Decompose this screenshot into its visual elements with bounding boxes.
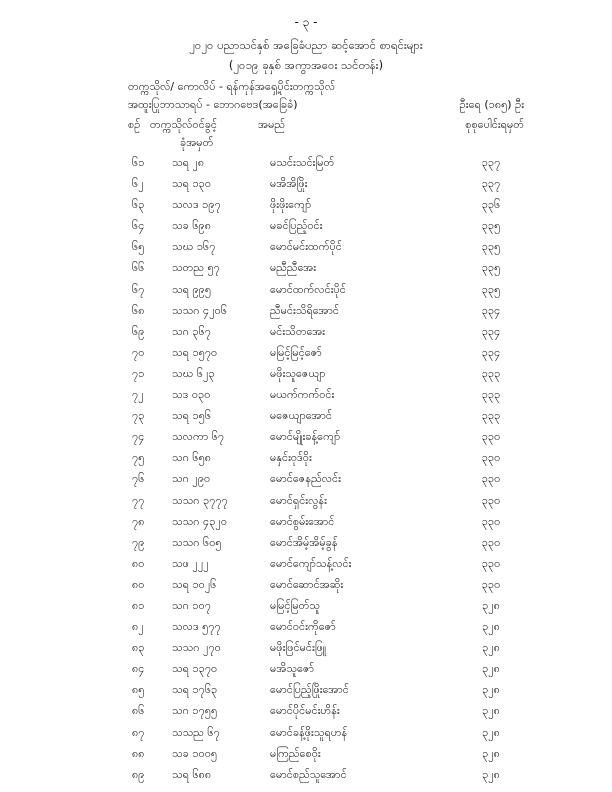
row-marks: ၃၃၀ xyxy=(481,535,501,549)
row-serial: ၆၂ xyxy=(132,177,144,191)
row-name: မနှင်းဝုဒ်ဝိုး xyxy=(270,451,312,465)
row-marks: ၃၃၅ xyxy=(481,282,501,296)
row-serial: ၈၇ xyxy=(132,725,145,739)
row-name: မကြည်စေဝိုး xyxy=(270,746,321,760)
header-roll: တက္ကသိုလ်ဝင်ခွင့် xyxy=(150,118,217,131)
row-roll-number: သဃ ၆၂၃ xyxy=(172,366,215,380)
row-roll-number: သရ ၁၃၇၀ xyxy=(172,662,218,676)
row-marks: ၃၂၈ xyxy=(482,746,500,760)
table-row xyxy=(0,620,612,641)
table-row xyxy=(0,346,612,367)
table-row xyxy=(0,198,612,219)
table-row xyxy=(0,156,612,177)
row-serial: ၈၂ xyxy=(132,620,144,634)
row-marks: ၃၃၇ xyxy=(481,177,501,191)
row-serial: ၇၄ xyxy=(132,430,145,444)
row-name: မမြင့်မြတ်သူ xyxy=(270,598,320,612)
table-row xyxy=(0,683,612,704)
row-name: မောင်ရှင်းလွန်း xyxy=(270,493,327,507)
row-roll-number: သသဂ ၂၇၀ xyxy=(172,641,221,655)
row-marks: ၃၃၀ xyxy=(481,472,501,486)
row-marks: ၃၃၄ xyxy=(481,303,501,317)
table-row xyxy=(0,578,612,599)
table-row xyxy=(0,304,612,325)
row-name: မောင်ပြည့်ဖြိုးအောင် xyxy=(270,683,349,697)
row-roll-number: သဂ ၃၆၇ xyxy=(172,324,211,338)
row-name: မောင်မျိုးခန့်ကျော် xyxy=(270,430,341,444)
subject-label: အထူးပြုဘာသာရပ် - ဘောဂဗေဒ(အခြေခံ) xyxy=(128,98,298,111)
row-name: မအိသူဇော် xyxy=(270,662,315,676)
row-name: မအိအိဖြိုး xyxy=(270,177,308,191)
table-row xyxy=(0,283,612,304)
row-serial: ၈၄ xyxy=(132,662,145,676)
table-row xyxy=(0,494,612,515)
row-name: မသင်းသင်းမြတ် xyxy=(270,156,335,169)
row-name: မဖိုးသူဇေယျာ xyxy=(270,366,326,380)
row-name: မယက်ကက်ဝင်း xyxy=(270,388,335,402)
row-roll-number: သလကာ ၆၇ xyxy=(172,430,225,444)
row-serial: ၇၈ xyxy=(132,514,145,528)
row-marks: ၃၂၈ xyxy=(482,641,500,655)
table-row xyxy=(0,261,612,282)
row-marks: ၃၃၀ xyxy=(481,577,501,591)
row-roll-number: သဂ ၂၉၀ xyxy=(172,472,211,486)
row-serial: ၇၀ xyxy=(132,345,145,359)
row-roll-number: သရ ၁၅၇၀ xyxy=(172,345,218,359)
table-row xyxy=(0,536,612,557)
row-name: ဖိုးဖိုးကျော် xyxy=(270,198,312,212)
row-serial: ၇၂ xyxy=(132,388,144,402)
table-row xyxy=(0,557,612,578)
table-row xyxy=(0,219,612,240)
row-roll-number: သဂ ၁၀၇ xyxy=(172,598,211,612)
row-serial: ၇၅ xyxy=(132,451,145,465)
table-row xyxy=(0,768,612,789)
table-row xyxy=(0,472,612,493)
row-serial: ၈၆ xyxy=(132,704,145,718)
row-serial: ၇၆ xyxy=(132,472,145,486)
row-marks: ၃၂၈ xyxy=(482,725,500,739)
row-roll-number: သခ ၆၉၈ xyxy=(172,219,211,233)
row-name: မောင်မင်းထက်ပိုင် xyxy=(270,240,342,254)
total-count: ဦးရေ (၁၈၅) ဦး xyxy=(459,98,524,111)
university-label: တက္ကသိုလ်/ ကောလိပ် - ရန်ကုန်အရှေ့ပိုင်းတက္ကသိုလ် xyxy=(128,80,336,93)
row-name: မောင်ဝင်းကိုဇော် xyxy=(270,620,336,634)
row-name: မောင်ဆောင်အဆိုး xyxy=(270,577,344,591)
row-marks: ၃၃၅ xyxy=(481,240,501,254)
row-serial: ၇၇ xyxy=(132,493,145,507)
table-row xyxy=(0,641,612,662)
row-roll-number: သသဂ ၄၃၂၀ xyxy=(172,514,228,528)
row-marks: ၃၃၇ xyxy=(481,156,501,169)
header-name: အမည် xyxy=(258,118,286,131)
table-row xyxy=(0,430,612,451)
row-roll-number: သသည ၆၇ xyxy=(172,725,220,739)
table-row xyxy=(0,325,612,346)
table-row xyxy=(0,704,612,725)
row-marks: ၃၃၃ xyxy=(481,388,501,402)
row-roll-number: သရ ၁၃၀ xyxy=(172,177,212,191)
table-row xyxy=(0,451,612,472)
header-serial: စဉ် xyxy=(128,118,141,131)
row-marks: ၃၂၈ xyxy=(482,704,500,718)
row-roll-number: သသဂ ၆၀၅ xyxy=(172,535,222,549)
row-marks: ၃၃၆ xyxy=(481,198,501,212)
row-roll-number: သခ ၁၀၀၅ xyxy=(172,746,218,760)
header-marks: စုစုပေါင်းရမှတ် xyxy=(465,118,524,131)
row-marks: ၃၃၀ xyxy=(481,451,501,465)
row-marks: ၃၃၄ xyxy=(481,345,501,359)
row-marks: ၃၃၅ xyxy=(481,219,501,233)
row-roll-number: သရ ၁၀၂၆ xyxy=(172,577,217,591)
table-row xyxy=(0,240,612,261)
row-roll-number: သလဒ ၁၉၇ xyxy=(172,198,221,212)
row-serial: ၈၈ xyxy=(132,746,145,760)
table-row xyxy=(0,177,612,198)
row-name: မညီညီအေး xyxy=(270,261,316,275)
row-roll-number: သတည ၅၇ xyxy=(172,261,220,275)
row-serial: ၇၃ xyxy=(132,409,145,423)
table-row xyxy=(0,515,612,536)
row-serial: ၇၉ xyxy=(132,535,145,549)
row-marks: ၃၃၃ xyxy=(481,366,501,380)
row-roll-number: သရ ၁၇၆၃ xyxy=(172,683,218,697)
row-name: မောင်ဇေနည်လင်း xyxy=(270,472,341,486)
row-roll-number: သရ ၉၉၅ xyxy=(172,282,212,296)
row-marks: ၃၃၅ xyxy=(481,261,501,275)
row-serial: ၆၈ xyxy=(132,303,145,317)
row-name: မင်းသိတအေး xyxy=(270,324,325,338)
table-row xyxy=(0,662,612,683)
row-serial: ၈၅ xyxy=(132,683,145,697)
document-title: ၂၀၂၀ ပညာသင်နှစ် အခြေခံပညာ ဆင့်အောင် စာရင်းများ xyxy=(189,38,423,52)
row-name: မောင်ခန့်ဖိုးသူရဟန် xyxy=(270,725,348,739)
row-marks: ၃၃၃ xyxy=(481,409,501,423)
row-marks: ၃၃၀ xyxy=(481,514,501,528)
table-row xyxy=(0,747,612,768)
table-row xyxy=(0,599,612,620)
row-serial: ၆၉ xyxy=(132,324,145,338)
results-table xyxy=(0,156,612,789)
row-name: မမြင့်မြင့်ဇော် xyxy=(270,345,322,359)
row-roll-number: သသဂ ၄၂၀၆ xyxy=(172,303,228,317)
row-serial: ၆၃ xyxy=(132,198,145,212)
row-marks: ၃၃၄ xyxy=(481,324,501,338)
row-name: မောင်ကျော်သန့်လင်း xyxy=(270,556,352,570)
row-marks: ၃၃၀ xyxy=(481,556,501,570)
page-number: - ၃ - xyxy=(294,15,318,29)
row-serial: ၆၆ xyxy=(132,261,145,275)
row-name: မောင်စည်သူအောင် xyxy=(270,767,347,781)
row-serial: ၈၃ xyxy=(132,641,145,655)
row-name: မဖိုးဖြင်မင်းဖြူ xyxy=(270,641,327,655)
table-row xyxy=(0,726,612,747)
row-roll-number: သရ ၆၈၈ xyxy=(172,767,212,781)
header-roll-sub: ခုံအမှတ် xyxy=(180,136,214,149)
document-subtitle: (၂၀၁၉ ခုနှစ် အကွာအဝေး သင်တန်း) xyxy=(228,58,384,72)
row-marks: ၃၃၀ xyxy=(481,493,501,507)
row-roll-number: သဂ ၁၇၅၅ xyxy=(172,704,218,718)
table-row xyxy=(0,409,612,430)
row-name: မောင်အိမ့်အိမ့်ခွန် xyxy=(270,535,338,549)
row-serial: ၈၀ xyxy=(132,556,145,570)
row-marks: ၃၂၈ xyxy=(482,683,500,697)
row-roll-number: သဃ ၁၆၇ xyxy=(172,240,216,254)
row-marks: ၃၂၈ xyxy=(482,598,500,612)
row-roll-number: သသဂ ၃၇၇၇ xyxy=(172,493,228,507)
row-roll-number: သဒ ၀၃၀ xyxy=(172,388,211,402)
row-marks: ၃၂၈ xyxy=(482,662,500,676)
table-row xyxy=(0,367,612,388)
row-serial: ၈၉ xyxy=(132,767,145,781)
row-serial: ၇၁ xyxy=(132,366,145,380)
row-marks: ၃၃၀ xyxy=(481,430,501,444)
row-name: မဇေယျာအောင် xyxy=(270,409,333,423)
row-roll-number: သဖ ၂၂၂ xyxy=(172,556,209,570)
row-roll-number: သလဒ ၅၇၇ xyxy=(172,620,221,634)
row-name: မောင်ထက်လင်းပိုင် xyxy=(270,282,346,296)
row-serial: ၆၁ xyxy=(132,156,145,169)
row-name: မခင်ပြည့်ဝင်း xyxy=(270,219,323,233)
row-serial: ၆၇ xyxy=(132,282,145,296)
row-serial: ၆၅ xyxy=(132,240,145,254)
row-name: မောင်စွမ်းအောင် xyxy=(270,514,335,528)
row-marks: ၃၂၈ xyxy=(482,767,500,781)
row-serial: ၆၄ xyxy=(132,219,145,233)
row-roll-number: သဂ ၆၅၈ xyxy=(172,451,212,465)
table-row xyxy=(0,388,612,409)
row-name: ညီမင်းသိရိအောင် xyxy=(270,303,340,317)
row-marks: ၃၂၈ xyxy=(482,620,500,634)
row-name: မောင်ပိုင်မင်းဟိန်း xyxy=(270,704,340,718)
row-roll-number: သရ ၁၅၆ xyxy=(172,409,212,423)
row-roll-number: သရ ၂၈ xyxy=(172,156,205,169)
row-serial: ၈၁ xyxy=(132,598,145,612)
row-serial: ၈၀ xyxy=(132,577,145,591)
